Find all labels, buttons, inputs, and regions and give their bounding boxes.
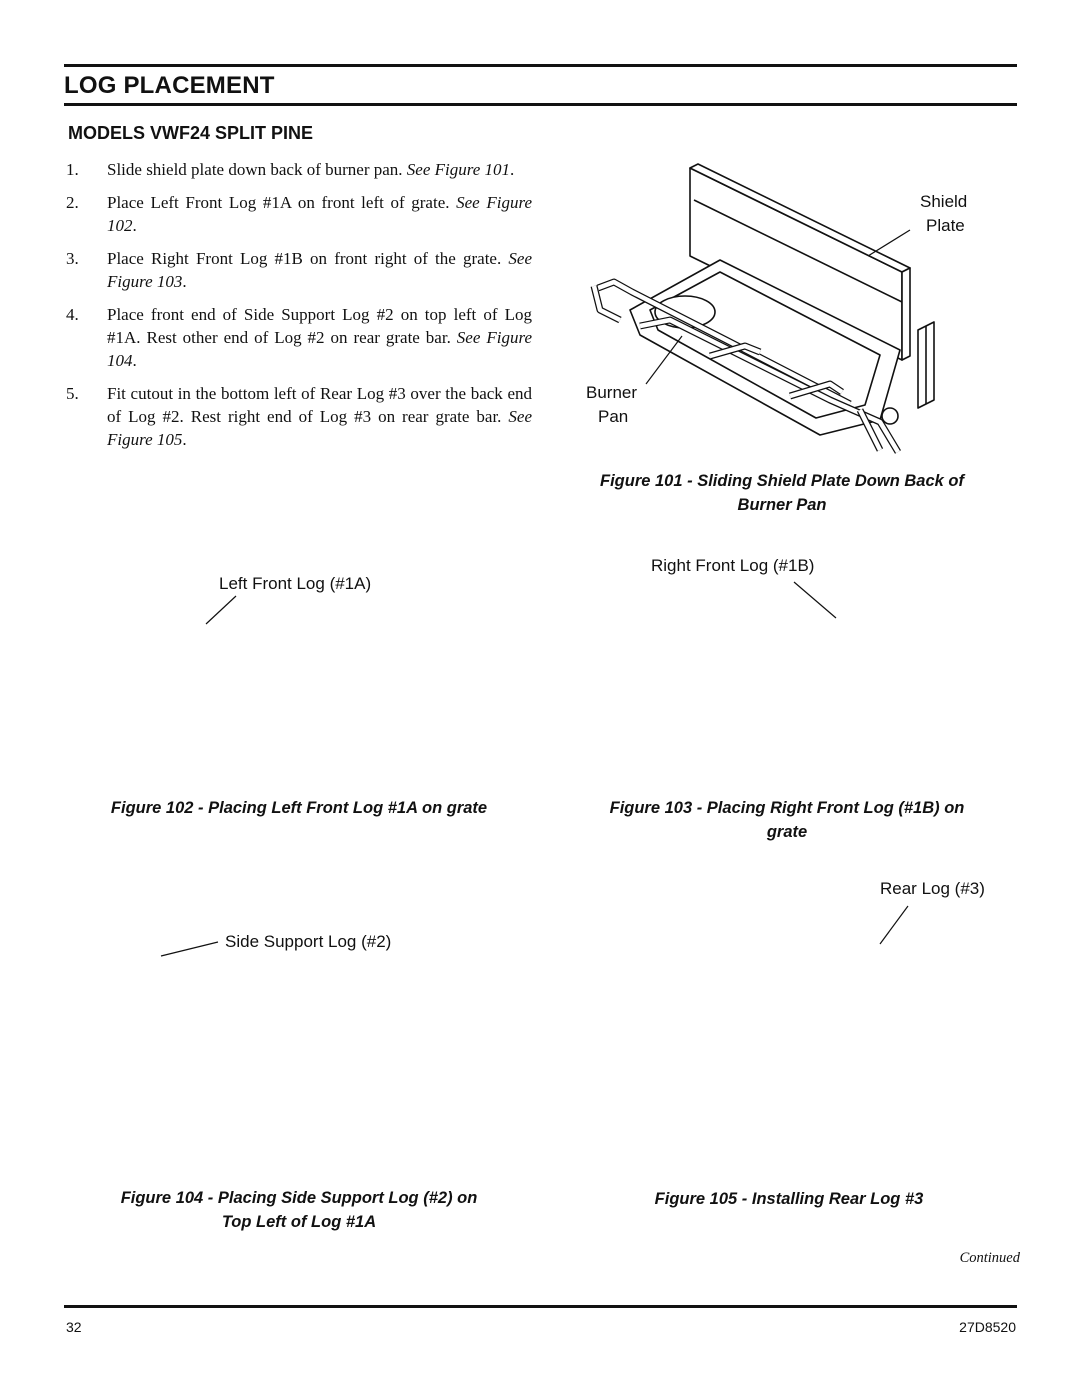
figure-101-caption-line2: Burner Pan <box>737 496 827 514</box>
figure-103-caption <box>556 796 1018 844</box>
section-title: LOG PLACEMENT <box>64 72 275 99</box>
header-bottom-rule <box>64 103 1017 106</box>
figure-reference: See Figure 102 <box>107 193 532 235</box>
step-tail: . <box>510 160 515 179</box>
step-tail: . <box>182 272 187 291</box>
right-front-log-leader <box>790 578 842 622</box>
side-support-log-label: Side Support Log (#2) <box>225 932 392 951</box>
page-number: 32 <box>66 1319 82 1335</box>
figure-103-caption-line1: Figure 103 - Placing Right Front Log (#1B) on <box>609 799 965 817</box>
figure-reference: See Figure 101 <box>406 160 511 179</box>
step-text: Fit cutout in the bottom left of Rear Log #3 over the back end of Log #2. Rest right end of Log #3 on rear grate bar. <box>107 384 532 426</box>
figure-105-caption: Figure 105 - Installing Rear Log #3 <box>654 1190 924 1208</box>
figure-reference: See Figure 103 <box>107 249 532 291</box>
footer-rule <box>64 1305 1017 1308</box>
step-tail: . <box>132 351 137 370</box>
continued-note: Continued <box>959 1250 1020 1266</box>
step-number: 3. <box>66 249 79 268</box>
figure-101-caption <box>556 469 1008 517</box>
step-number: 4. <box>66 305 79 324</box>
figure-103-caption-line2: grate <box>766 823 808 841</box>
step-number: 5. <box>66 384 79 403</box>
step-text: Place Left Front Log #1A on front left of grate. <box>107 193 457 212</box>
figure-104-caption-line1: Figure 104 - Placing Side Support Log (#2) on <box>120 1189 478 1207</box>
step-text: Place Right Front Log #1B on front right of the grate. <box>107 249 509 268</box>
step-item <box>66 158 532 181</box>
leader-line <box>868 230 910 256</box>
left-front-log-label: Left Front Log (#1A) <box>219 574 372 593</box>
shield-label-line1: Shield <box>920 192 968 211</box>
shield-label-line2: Plate <box>926 216 965 235</box>
step-text: Slide shield plate down back of burner pan. <box>107 160 407 179</box>
step-item <box>66 382 532 451</box>
rear-log-label: Rear Log (#3) <box>880 879 985 898</box>
burner-pan-illustration <box>580 160 950 460</box>
step-tail: . <box>132 216 137 235</box>
side-support-log-leader <box>158 938 222 962</box>
figure-reference: See Figure 105 <box>107 407 532 449</box>
burner-label-line1: Burner <box>586 383 638 402</box>
step-item <box>66 191 532 237</box>
figure-104-caption <box>64 1186 534 1234</box>
figure-104-caption-line2: Top Left of Log #1A <box>221 1213 377 1231</box>
burner-label-line2: Pan <box>598 407 629 426</box>
document-number: 27D8520 <box>959 1319 1016 1335</box>
figure-101-caption-line1: Figure 101 - Sliding Shield Plate Down Back of <box>600 472 964 490</box>
step-text: Place front end of Side Support Log #2 on top left of Log #1A. Rest other end of Log #2 on rear grate bar. <box>107 305 532 347</box>
step-tail: . <box>182 430 187 449</box>
header-top-rule <box>64 64 1017 67</box>
rear-log-leader <box>874 902 914 948</box>
step-number: 2. <box>66 193 79 212</box>
shield-plate-side <box>902 268 910 360</box>
figure-102-caption: Figure 102 - Placing Left Front Log #1A on grate <box>110 799 488 817</box>
step-item <box>66 247 532 293</box>
subheading: MODELS VWF24 SPLIT PINE <box>68 123 314 143</box>
right-front-log-label: Right Front Log (#1B) <box>651 556 815 575</box>
instruction-steps <box>66 158 532 461</box>
left-front-log-leader <box>200 594 240 628</box>
step-item <box>66 303 532 372</box>
step-number: 1. <box>66 160 79 179</box>
figure-reference: See Figure 104 <box>107 328 532 370</box>
